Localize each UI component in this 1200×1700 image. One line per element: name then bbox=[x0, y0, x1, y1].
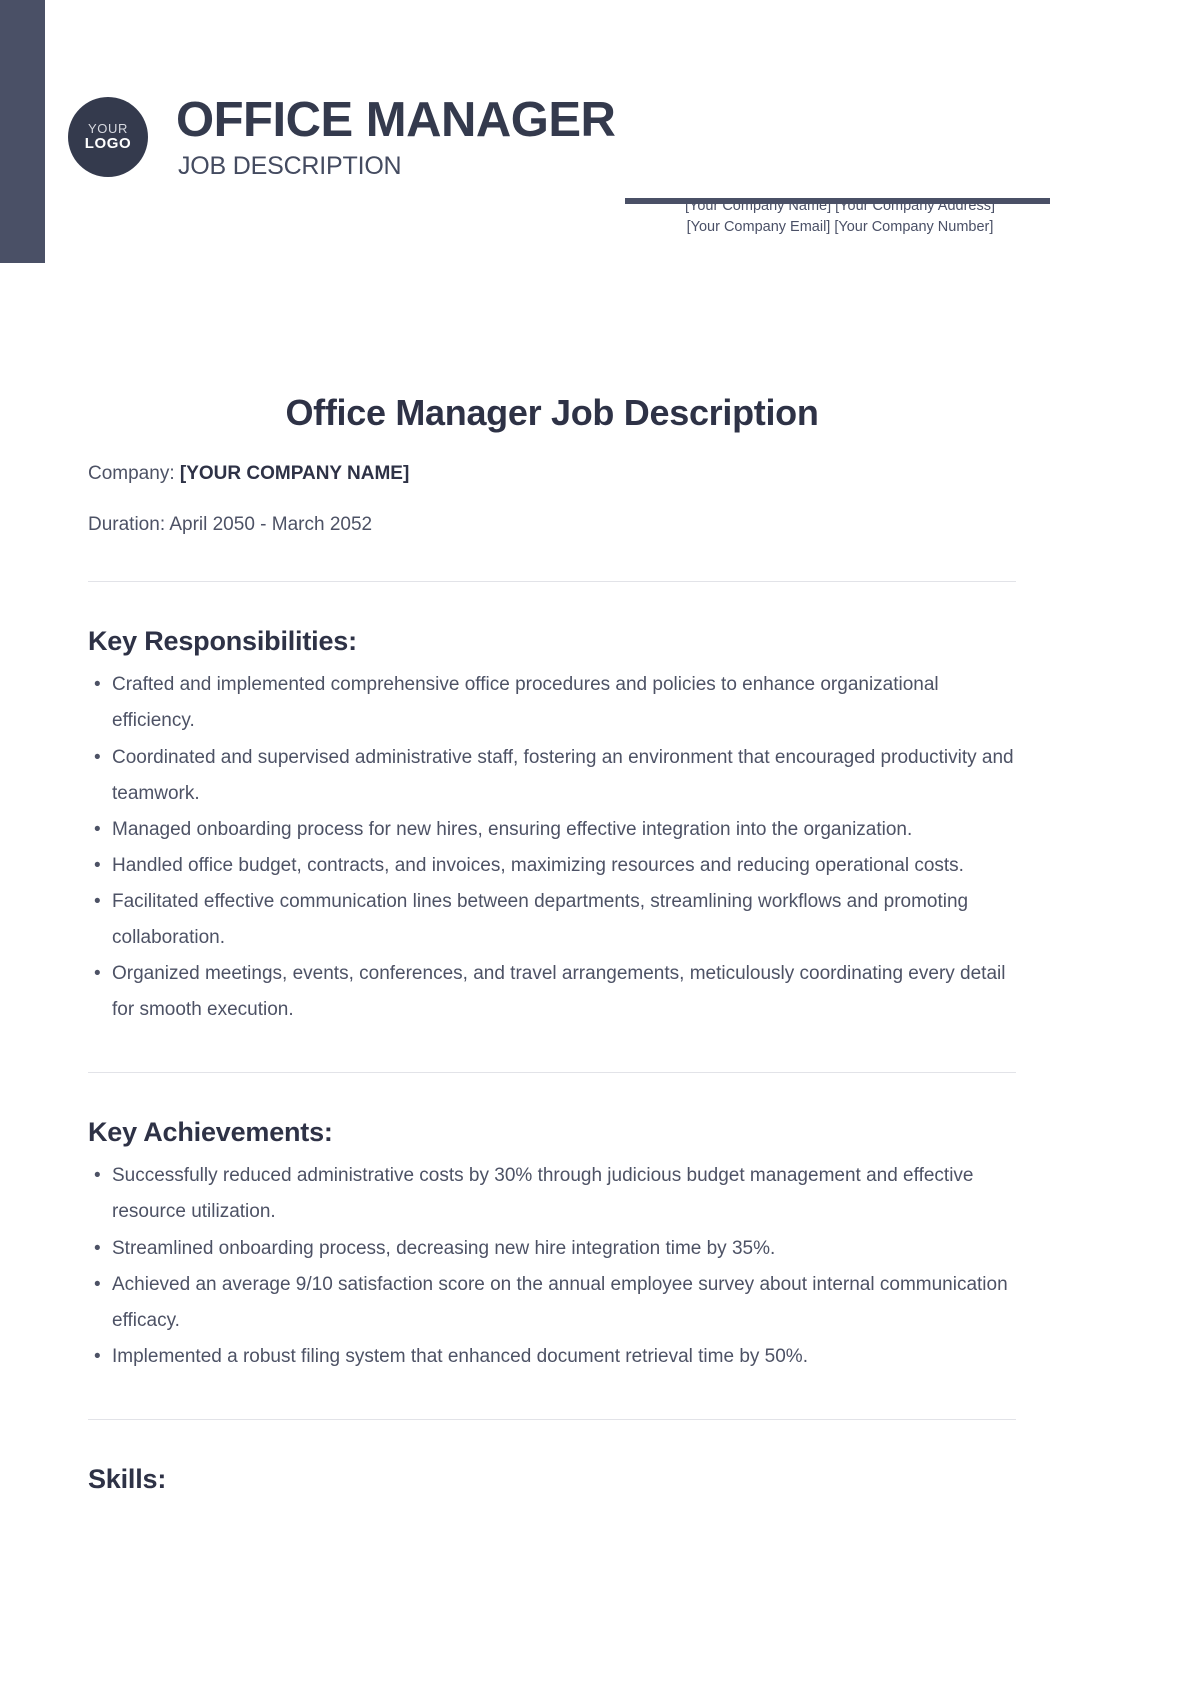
company-value: [YOUR COMPANY NAME] bbox=[179, 463, 410, 484]
list-item: • Managed onboarding process for new hires, ensuring effective integration into the organization. bbox=[88, 812, 1016, 848]
duration-meta-line: Duration: April 2050 - March 2052 bbox=[88, 513, 373, 535]
header-subtitle: JOB DESCRIPTION bbox=[178, 152, 402, 181]
list-item: • Achieved an average 9/10 satisfaction score on the annual employee survey about internal communication efficacy. bbox=[88, 1267, 1016, 1339]
list-item: • Handled office budget, contracts, and invoices, maximizing resources and reducing operational costs. bbox=[88, 848, 1016, 884]
page-title-row bbox=[88, 392, 1016, 434]
document-body bbox=[88, 392, 1016, 1505]
page-title: Office Manager Job Description bbox=[285, 392, 819, 433]
achievements-list bbox=[88, 1158, 1016, 1375]
company-meta-line bbox=[88, 462, 1016, 487]
list-item: • Crafted and implemented comprehensive office procedures and policies to enhance organizational efficiency. bbox=[88, 667, 1016, 739]
section-divider bbox=[88, 1419, 1016, 1420]
responsibilities-list bbox=[88, 667, 1016, 1028]
logo-line-2: LOGO bbox=[84, 134, 132, 152]
list-item: • Coordinated and supervised administrative staff, fostering an environment that encouraged productivity and teamwork. bbox=[88, 740, 1016, 812]
section-heading: Skills: bbox=[88, 1463, 167, 1494]
company-contact-block bbox=[630, 196, 1050, 238]
section-divider bbox=[88, 581, 1016, 582]
list-item: • Organized meetings, events, conferences, and travel arrangements, meticulously coordinating every detail for smooth execution. bbox=[88, 956, 1016, 1028]
header-title-group bbox=[176, 95, 615, 181]
company-info-line-1: [Your Company Name] [Your Company Address] bbox=[684, 198, 996, 214]
section-heading: Key Responsibilities: bbox=[88, 626, 357, 657]
list-item: • Facilitated effective communication lines between departments, streamlining workflows and promoting collaboration. bbox=[88, 884, 1016, 956]
company-info-line-2: [Your Company Email] [Your Company Number] bbox=[686, 219, 994, 236]
company-label: Company: bbox=[88, 463, 175, 484]
list-item: • Successfully reduced administrative costs by 30% through judicious budget management and effective resource utilization. bbox=[88, 1158, 1016, 1230]
list-item: • Streamlined onboarding process, decreasing new hire integration time by 35%. bbox=[88, 1231, 1016, 1267]
section-key-responsibilities bbox=[88, 626, 1016, 1028]
document-header bbox=[0, 0, 1200, 290]
section-key-achievements bbox=[88, 1117, 1016, 1375]
section-divider bbox=[88, 1072, 1016, 1073]
logo-placeholder bbox=[68, 97, 148, 177]
section-heading: Key Achievements: bbox=[88, 1117, 333, 1148]
list-item: • Implemented a robust filing system that enhanced document retrieval time by 50%. bbox=[88, 1339, 1016, 1375]
section-skills bbox=[88, 1464, 1016, 1495]
header-title: OFFICE MANAGER bbox=[176, 93, 616, 147]
logo-line-1: YOUR bbox=[88, 120, 128, 136]
